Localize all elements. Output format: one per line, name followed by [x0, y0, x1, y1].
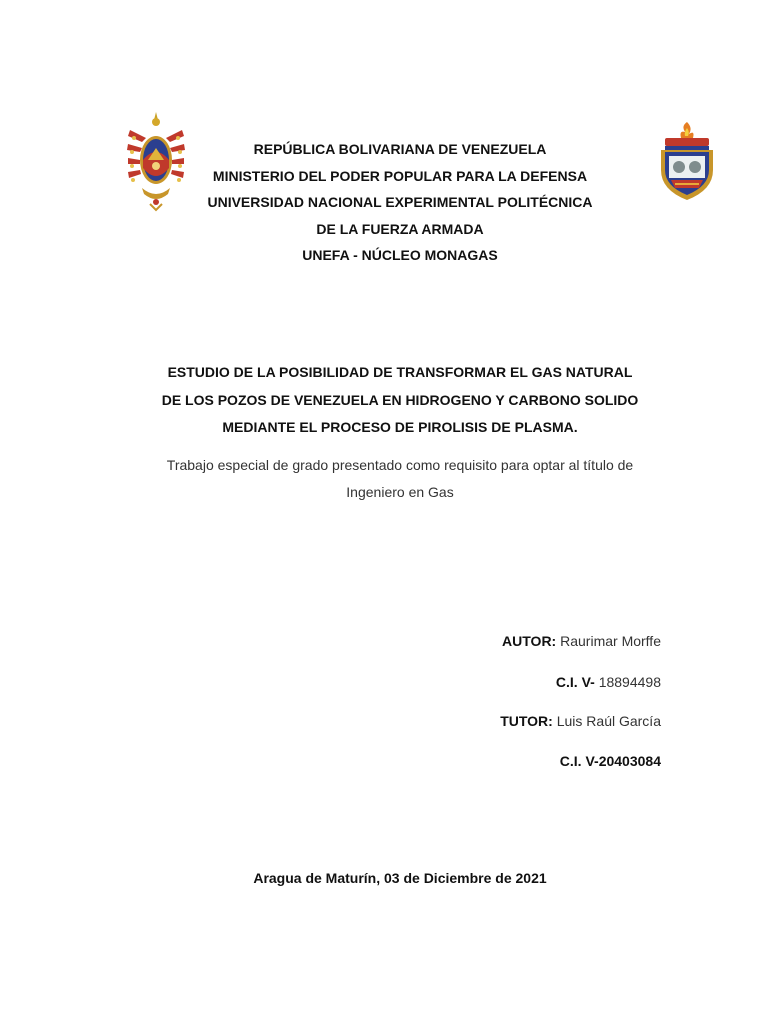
- place-date: Aragua de Maturín, 03 de Diciembre de 2021: [253, 870, 547, 886]
- title-line: DE LOS POZOS DE VENEZUELA EN HIDROGENO Y CARBONO SOLIDO: [161, 391, 639, 408]
- header-line: REPÚBLICA BOLIVARIANA DE VENEZUELA: [253, 141, 547, 157]
- author-ci-row: [301, 674, 661, 690]
- tutor-label: TUTOR:: [500, 713, 553, 729]
- tutor-ci-row: [301, 753, 661, 769]
- tutor-value: Luis Raúl García: [556, 713, 661, 729]
- venezuela-coat-of-arms-icon: [124, 108, 188, 212]
- thesis-subtitle: [110, 452, 690, 506]
- tutor-ci-value: 20403084: [598, 753, 661, 769]
- header-line: MINISTERIO DEL PODER POPULAR PARA LA DEFENSA: [212, 167, 588, 184]
- header-line: DE LA FUERZA ARMADA: [316, 220, 484, 237]
- title-line: MEDIANTE EL PROCESO DE PIROLISIS DE PLASMA.: [222, 419, 578, 435]
- header-line: UNIVERSIDAD NACIONAL EXPERIMENTAL POLITÉCNICA: [207, 194, 593, 210]
- unefa-shield-icon: [655, 120, 719, 202]
- subtitle-line: Trabajo especial de grado presentado como requisito para optar al título de: [166, 457, 634, 473]
- thesis-title: [110, 359, 690, 442]
- subtitle-line: Ingeniero en Gas: [346, 484, 454, 500]
- author-ci-value: 18894498: [598, 674, 661, 690]
- header-line: UNEFA - NÚCLEO MONAGAS: [302, 247, 498, 263]
- institution-header: [180, 136, 620, 269]
- author-value: Raurimar Morffe: [560, 633, 661, 649]
- tutor-ci-label: C.I. V-: [559, 753, 599, 769]
- title-line: ESTUDIO DE LA POSIBILIDAD DE TRANSFORMAR EL GAS NATURAL: [167, 364, 633, 380]
- author-row: [301, 633, 661, 649]
- author-label: AUTOR:: [502, 633, 557, 649]
- tutor-row: [301, 713, 661, 729]
- author-ci-label: C.I. V-: [555, 674, 595, 690]
